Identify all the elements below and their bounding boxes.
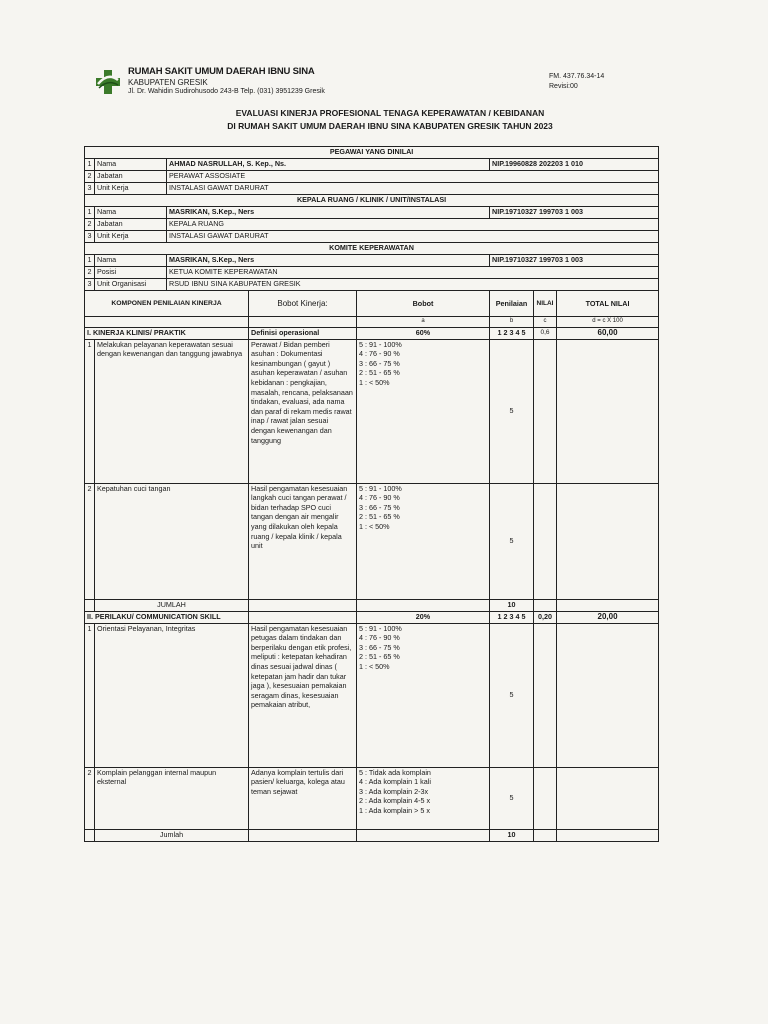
form-info <box>549 72 604 92</box>
empty-cell <box>357 829 490 841</box>
field-label: Nama <box>95 255 167 267</box>
jumlah-value: 10 <box>490 829 534 841</box>
komite-row-nama <box>85 255 659 267</box>
empty-cell <box>534 339 557 483</box>
empty-cell <box>557 623 659 767</box>
section2-nilai: 0,20 <box>534 611 557 623</box>
item-criteria <box>357 339 490 483</box>
empty-cell <box>557 599 659 611</box>
criteria-line: 5 : 91 - 100% <box>359 339 402 349</box>
sub-a: a <box>357 317 490 328</box>
nip-value: NIP.19960828 202203 1 010 <box>490 159 659 171</box>
section1-jumlah-row <box>85 599 659 611</box>
criteria-line: 2 : 51 - 65 % <box>359 512 400 522</box>
sub-d: d = c X 100 <box>557 317 659 328</box>
empty-cell <box>249 829 357 841</box>
row-number: 3 <box>85 183 95 195</box>
section-kepala-header <box>85 195 659 207</box>
section1-definisi: Definisi operasional <box>249 327 357 339</box>
field-label: Unit Kerja <box>95 231 167 243</box>
field-label: Nama <box>95 159 167 171</box>
empty-cell <box>534 483 557 599</box>
section-pegawai-header <box>85 147 659 159</box>
empty-cell <box>85 829 95 841</box>
section2-bobot: 20% <box>357 611 490 623</box>
col-nilai: NILAI <box>534 291 557 317</box>
section1-nilai: 0,6 <box>534 327 557 339</box>
sub-b: b <box>490 317 534 328</box>
kepala-row-jabatan <box>85 219 659 231</box>
item-criteria <box>357 767 490 829</box>
criteria-line: 5 : Tidak ada komplain <box>359 767 431 777</box>
criteria-line: 3 : 66 - 75 % <box>359 502 400 512</box>
nip-value: NIP.19710327 199703 1 003 <box>490 207 659 219</box>
komite-row-posisi <box>85 267 659 279</box>
row-number: 3 <box>85 279 95 291</box>
empty-cell <box>534 767 557 829</box>
field-value: KETUA KOMITE KEPERAWATAN <box>167 267 659 279</box>
criteria-line: 1 : < 50% <box>359 521 390 531</box>
item-number: 1 <box>85 339 95 483</box>
section1-title: I. KINERJA KLINIS/ PRAKTIK <box>85 327 249 339</box>
item-score: 5 <box>490 767 534 829</box>
komite-row-unit <box>85 279 659 291</box>
section-title: KOMITE KEPERAWATAN <box>85 243 659 255</box>
section2-header-row <box>85 611 659 623</box>
col-komponen: KOMPONEN PENILAIAN KINERJA <box>85 291 249 317</box>
item-score: 5 <box>490 623 534 767</box>
empty-cell <box>249 317 357 328</box>
criteria-line: 4 : Ada komplain 1 kali <box>359 777 431 787</box>
jumlah-label: JUMLAH <box>95 599 249 611</box>
revision-number: Revisi:00 <box>549 83 578 90</box>
jumlah-value: 10 <box>490 599 534 611</box>
empty-cell <box>557 339 659 483</box>
criteria-line: 4 : 76 - 90 % <box>359 633 400 643</box>
column-header-row <box>85 291 659 317</box>
section1-total: 60,00 <box>557 327 659 339</box>
item-criteria <box>357 623 490 767</box>
section1-header-row <box>85 327 659 339</box>
column-subheader-row <box>85 317 659 328</box>
nip-value: NIP.19710327 199703 1 003 <box>490 255 659 267</box>
field-label: Unit Kerja <box>95 183 167 195</box>
evaluation-table <box>84 146 659 842</box>
section1-scale: 1 2 3 4 5 <box>490 327 534 339</box>
kepala-row-unit <box>85 231 659 243</box>
field-value: AHMAD NASRULLAH, S. Kep., Ns. <box>167 159 490 171</box>
item-name: Komplain pelanggan internal maupun eksternal <box>95 767 249 829</box>
criteria-line: 4 : 76 - 90 % <box>359 493 400 503</box>
hospital-name: RUMAH SAKIT UMUM DAERAH IBNU SINA <box>128 66 315 77</box>
empty-cell <box>85 599 95 611</box>
field-label: Jabatan <box>95 171 167 183</box>
row-number: 2 <box>85 267 95 279</box>
regency-name: KABUPATEN GRESIK <box>128 78 208 87</box>
section2-item2-row <box>85 767 659 829</box>
field-value: MASRIKAN, S.Kep., Ners <box>167 255 490 267</box>
row-number: 1 <box>85 207 95 219</box>
section2-title: II. PERILAKU/ COMMUNICATION SKILL <box>85 611 249 623</box>
section1-item1-row <box>85 339 659 483</box>
col-penilaian: Penilaian <box>490 291 534 317</box>
row-number: 1 <box>85 159 95 171</box>
row-number: 3 <box>85 231 95 243</box>
pegawai-row-unit <box>85 183 659 195</box>
criteria-line: 2 : Ada komplain 4-5 x <box>359 796 431 806</box>
item-score: 5 <box>490 483 534 599</box>
criteria-line: 1 : Ada komplain > 5 x <box>359 805 430 815</box>
empty-cell <box>85 317 249 328</box>
item-definition: Hasil pengamatan kesesuaian petugas dalam tindakan dan berperilaku dengan etik profesi, meliputi : ketepatan kehadiran dinas sesuai jadwal dinas ( ketepatan jam hadir dan tukar jaga ), kesesuaian pemakaian seragam dinas, kesesuaian pemakaian atribut, <box>249 623 357 767</box>
item-name: Kepatuhan cuci tangan <box>95 483 249 599</box>
section2-scale: 1 2 3 4 5 <box>490 611 534 623</box>
empty-cell <box>534 623 557 767</box>
criteria-line: 1 : < 50% <box>359 377 390 387</box>
field-value: KEPALA RUANG <box>167 219 659 231</box>
item-name: Orientasi Pelayanan, Integritas <box>95 623 249 767</box>
item-criteria <box>357 483 490 599</box>
pegawai-row-jabatan <box>85 171 659 183</box>
pegawai-row-nama <box>85 159 659 171</box>
field-label: Jabatan <box>95 219 167 231</box>
col-total: TOTAL NILAI <box>557 291 659 317</box>
section-title: KEPALA RUANG / KLINIK / UNIT/INSTALASI <box>85 195 659 207</box>
section1-item2-row <box>85 483 659 599</box>
empty-cell <box>557 767 659 829</box>
col-bobot-kinerja: Bobot Kinerja: <box>249 291 357 317</box>
empty-cell <box>534 829 557 841</box>
empty-cell <box>534 599 557 611</box>
item-name: Melakukan pelayanan keperawatan sesuai dengan kewenangan dan tanggung jawabnya <box>95 339 249 483</box>
item-definition: Hasil pengamatan kesesuaian langkah cuci tangan perawat / bidan terhadap SPO cuci tangan dengan air mengalir yang dilakukan oleh kepala ruang / kepala klinik / kepala unit <box>249 483 357 599</box>
field-label: Unit Organisasi <box>95 279 167 291</box>
criteria-line: 1 : < 50% <box>359 661 390 671</box>
section-title: PEGAWAI YANG DINILAI <box>85 147 659 159</box>
criteria-line: 2 : 51 - 65 % <box>359 652 400 662</box>
criteria-line: 4 : 76 - 90 % <box>359 349 400 359</box>
field-value: PERAWAT ASSOSIATE <box>167 171 659 183</box>
sub-c: c <box>534 317 557 328</box>
item-score: 5 <box>490 339 534 483</box>
field-value: RSUD IBNU SINA KABUPATEN GRESIK <box>167 279 659 291</box>
empty-cell <box>557 829 659 841</box>
empty-cell <box>249 611 357 623</box>
item-number: 2 <box>85 483 95 599</box>
form-number: FM. 437.76.34-14 <box>549 73 605 80</box>
document-title-line1: EVALUASI KINERJA PROFESIONAL TENAGA KEPERAWATAN / KEBIDANAN <box>235 108 545 118</box>
item-definition: Perawat / Bidan pemberi asuhan : Dokumentasi kesinambungan ( gayut ) asuhan keperawatan / asuhan kebidanan : pengkajian, masalah, rencana, pelaksanaan tindakan, evaluasi, ada nama dan paraf di rekam medis rawat inap / rawat jalan sesuai dengan kewenangan dan tanggung <box>249 339 357 483</box>
item-number: 2 <box>85 767 95 829</box>
section2-total: 20,00 <box>557 611 659 623</box>
section-komite-header <box>85 243 659 255</box>
criteria-line: 3 : 66 - 75 % <box>359 358 400 368</box>
criteria-line: 2 : 51 - 65 % <box>359 368 400 378</box>
item-definition: Adanya komplain tertulis dari pasien/ keluarga, kolega atau teman sejawat <box>249 767 357 829</box>
section2-jumlah-row <box>85 829 659 841</box>
row-number: 2 <box>85 171 95 183</box>
hospital-logo-icon <box>94 68 122 96</box>
empty-cell <box>557 483 659 599</box>
row-number: 1 <box>85 255 95 267</box>
section1-bobot: 60% <box>357 327 490 339</box>
hospital-address: Jl. Dr. Wahidin Sudirohusodo 243-B Telp. (031) 3951239 Gresik <box>128 88 325 95</box>
item-number: 1 <box>85 623 95 767</box>
field-label: Nama <box>95 207 167 219</box>
col-bobot: Bobot <box>357 291 490 317</box>
document-title-line2: DI RUMAH SAKIT UMUM DAERAH IBNU SINA KABUPATEN GRESIK TAHUN 2023 <box>227 121 553 131</box>
empty-cell <box>249 599 357 611</box>
criteria-line: 3 : 66 - 75 % <box>359 642 400 652</box>
criteria-line: 5 : 91 - 100% <box>359 623 402 633</box>
field-value: INSTALASI GAWAT DARURAT <box>167 231 659 243</box>
row-number: 2 <box>85 219 95 231</box>
section2-item1-row <box>85 623 659 767</box>
criteria-line: 5 : 91 - 100% <box>359 483 402 493</box>
field-value: MASRIKAN, S.Kep., Ners <box>167 207 490 219</box>
empty-cell <box>357 599 490 611</box>
criteria-line: 3 : Ada komplain 2-3x <box>359 786 429 796</box>
kepala-row-nama <box>85 207 659 219</box>
field-label: Posisi <box>95 267 167 279</box>
field-value: INSTALASI GAWAT DARURAT <box>167 183 659 195</box>
jumlah-label: Jumlah <box>95 829 249 841</box>
